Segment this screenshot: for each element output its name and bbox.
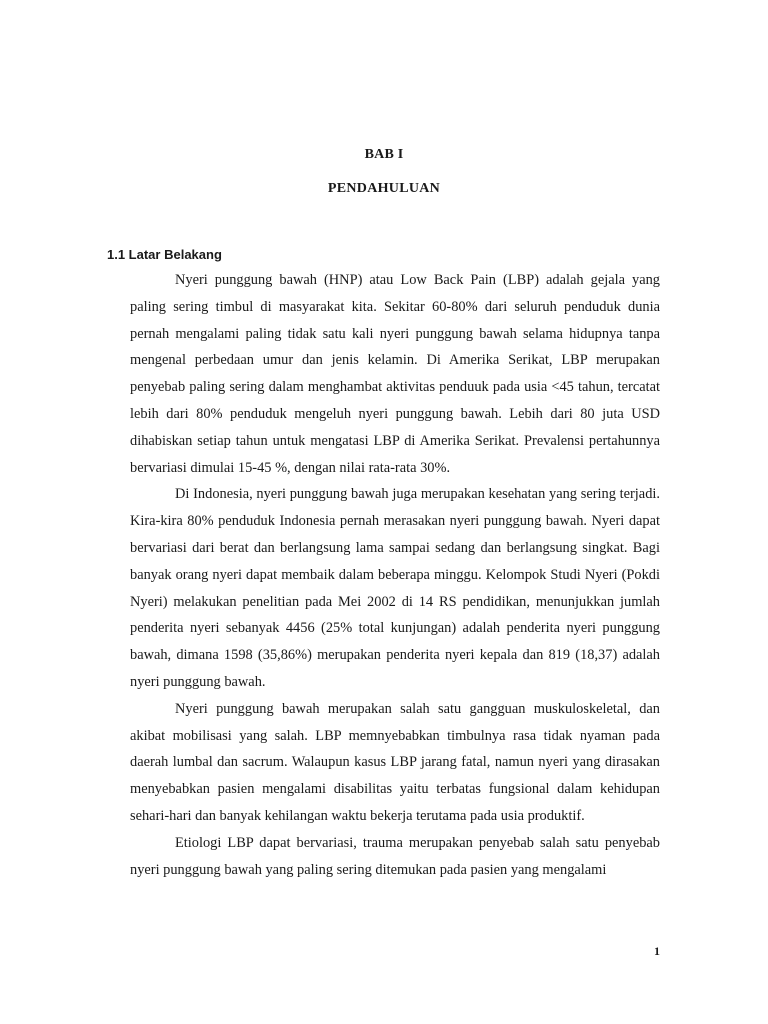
page-number: 1 bbox=[654, 944, 660, 958]
paragraph: Etiologi LBP dapat bervariasi, trauma merupakan penyebab salah satu penyebab nyeri punggung bawah yang paling sering ditemukan pada pasien yang mengalami bbox=[130, 834, 660, 878]
chapter-title: PENDAHULUAN bbox=[327, 181, 441, 196]
body-text bbox=[130, 267, 660, 883]
section-heading: 1.1 Latar Belakang bbox=[107, 247, 222, 262]
paragraph: Nyeri punggung bawah (HNP) atau Low Back Pain (LBP) adalah gejala yang paling sering timbul di masyarakat kita. Sekitar 60-80% dari seluruh penduduk dunia pernah mengalami paling tidak satu kali nyeri punggung bawah selama hidupnya tanpa mengenal perbedaan umur dan jenis kelamin. Di Amerika Serikat, LBP merupakan penyebab paling sering dalam menghambat aktivitas penduuk pada usia <45 tahun, tercatat lebih dari 80% penduduk mengeluh nyeri punggung bawah. Lebih dari 80 juta USD dihabiskan setiap tahun untuk mengatasi LBP di Amerika Serikat. Prevalensi pertahunnya bervariasi dimulai 15-45 %, dengan nilai rata-rata 30%. bbox=[130, 272, 660, 476]
chapter-number: BAB I bbox=[364, 147, 404, 162]
paragraph: Di Indonesia, nyeri punggung bawah juga merupakan kesehatan yang sering terjadi. Kira-kira 80% penduduk Indonesia pernah merasakan nyeri punggung bawah. Nyeri dapat bervariasi dari berat dan berlangsung lama sampai sedang dan berlangsung singkat. Bagi banyak orang nyeri dapat membaik dalam beberapa minggu. Kelompok Studi Nyeri (Pokdi Nyeri) melakukan penelitian pada Mei 2002 di 14 RS pendidikan, menunjukkan jumlah penderita nyeri sebanyak 4456 (25% total kunjungan) adalah penderita nyeri punggung bawah, dimana 1598 (35,86%) merupakan penderita nyeri kepala dan 819 (18,37) adalah nyeri punggung bawah. bbox=[130, 486, 660, 690]
paragraph: Nyeri punggung bawah merupakan salah satu gangguan muskuloskeletal, dan akibat mobilisasi yang salah. LBP memnyebabkan timbulnya rasa tidak nyaman pada daerah lumbal dan sacrum. Walaupun kasus LBP jarang fatal, namun nyeri yang dirasakan menyebabkan pasien mengalami disabilitas yaitu terbatas fungsional dalam kehidupan sehari-hari dan banyak kehilangan waktu bekerja terutama pada usia produktif. bbox=[130, 700, 660, 824]
